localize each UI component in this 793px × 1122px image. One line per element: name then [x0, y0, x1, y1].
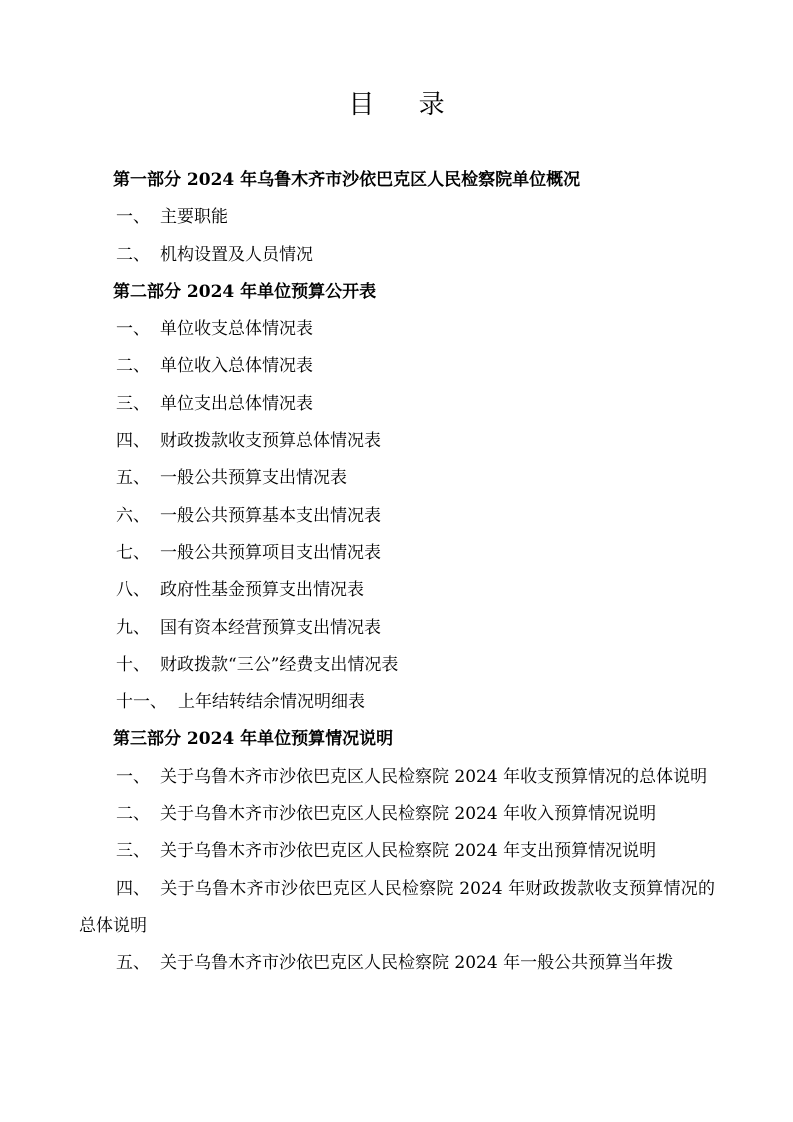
toc-item-number: 四、 [116, 878, 150, 899]
toc-item-number: 一、 [116, 207, 150, 228]
page-title: 目 录 [348, 90, 463, 120]
toc-item [0, 199, 793, 236]
toc-item-text: 单位收入总体情况表 [160, 356, 313, 377]
toc-item-number: 一、 [116, 766, 150, 787]
toc-item-text: 单位支出总体情况表 [160, 393, 313, 414]
toc-item-number: 十一、 [116, 692, 167, 713]
toc-item-text: 机构设置及人员情况 [160, 244, 313, 265]
toc-item-text: 一般公共预算项目支出情况表 [160, 542, 381, 563]
toc-item [0, 348, 793, 385]
toc-item-number: 三、 [116, 841, 150, 862]
toc-item-text: 单位收支总体情况表 [160, 319, 313, 340]
toc-item-number: 二、 [116, 804, 150, 825]
toc-item-number: 五、 [116, 468, 150, 489]
toc-item [0, 647, 793, 684]
toc-item [0, 311, 793, 348]
toc-item [0, 237, 793, 274]
part1-heading: 第一部分 2024 年乌鲁木齐市沙依巴克区人民检察院单位概况 [113, 170, 581, 190]
toc-item-number: 八、 [116, 580, 150, 601]
toc-item-number: 七、 [116, 542, 150, 563]
toc-item [0, 386, 793, 423]
toc-item-text: 关于乌鲁木齐市沙依巴克区人民检察院 2024 年收支预算情况的总体说明 [160, 766, 708, 787]
table-of-contents [0, 162, 793, 983]
toc-item [0, 759, 793, 796]
toc-item-number: 六、 [116, 505, 150, 526]
toc-item [0, 460, 793, 497]
toc-item-text: 关于乌鲁木齐市沙依巴克区人民检察院 2024 年财政拨款收支预算情况的总体说明 [79, 878, 715, 936]
toc-item-text: 上年结转结余情况明细表 [178, 692, 365, 713]
toc-item-number: 二、 [116, 244, 150, 265]
toc-item [0, 535, 793, 572]
toc-item-text: 财政拨款“三公”经费支出情况表 [160, 654, 399, 675]
toc-item-number: 二、 [116, 356, 150, 377]
toc-item-text: 政府性基金预算支出情况表 [160, 580, 364, 601]
toc-item-text: 一般公共预算基本支出情况表 [160, 505, 381, 526]
toc-item-number: 五、 [116, 953, 150, 974]
toc-item [0, 833, 793, 870]
toc-item [0, 572, 793, 609]
toc-item [0, 610, 793, 647]
toc-item [0, 498, 793, 535]
toc-item [0, 423, 793, 460]
toc-item-text: 主要职能 [160, 207, 228, 228]
toc-item-text: 一般公共预算支出情况表 [160, 468, 347, 489]
part2-heading: 第二部分 2024 年单位预算公开表 [113, 281, 377, 302]
toc-item-number: 十、 [116, 654, 150, 675]
toc-item-text: 财政拨款收支预算总体情况表 [160, 431, 381, 452]
toc-item-text: 关于乌鲁木齐市沙依巴克区人民检察院 2024 年支出预算情况说明 [160, 841, 657, 862]
toc-item-number: 四、 [116, 431, 150, 452]
part3-heading: 第三部分 2024 年单位预算情况说明 [113, 729, 394, 750]
toc-item-number: 三、 [116, 393, 150, 414]
toc-item-number: 九、 [116, 617, 150, 638]
toc-item [0, 871, 793, 946]
toc-item-text: 关于乌鲁木齐市沙依巴克区人民检察院 2024 年一般公共预算当年拨 [160, 953, 674, 974]
toc-item-text: 关于乌鲁木齐市沙依巴克区人民检察院 2024 年收入预算情况说明 [160, 804, 657, 825]
toc-item-number: 一、 [116, 319, 150, 340]
toc-item-text: 国有资本经营预算支出情况表 [160, 617, 381, 638]
toc-item [0, 796, 793, 833]
toc-item [0, 684, 793, 721]
toc-item [0, 945, 793, 982]
